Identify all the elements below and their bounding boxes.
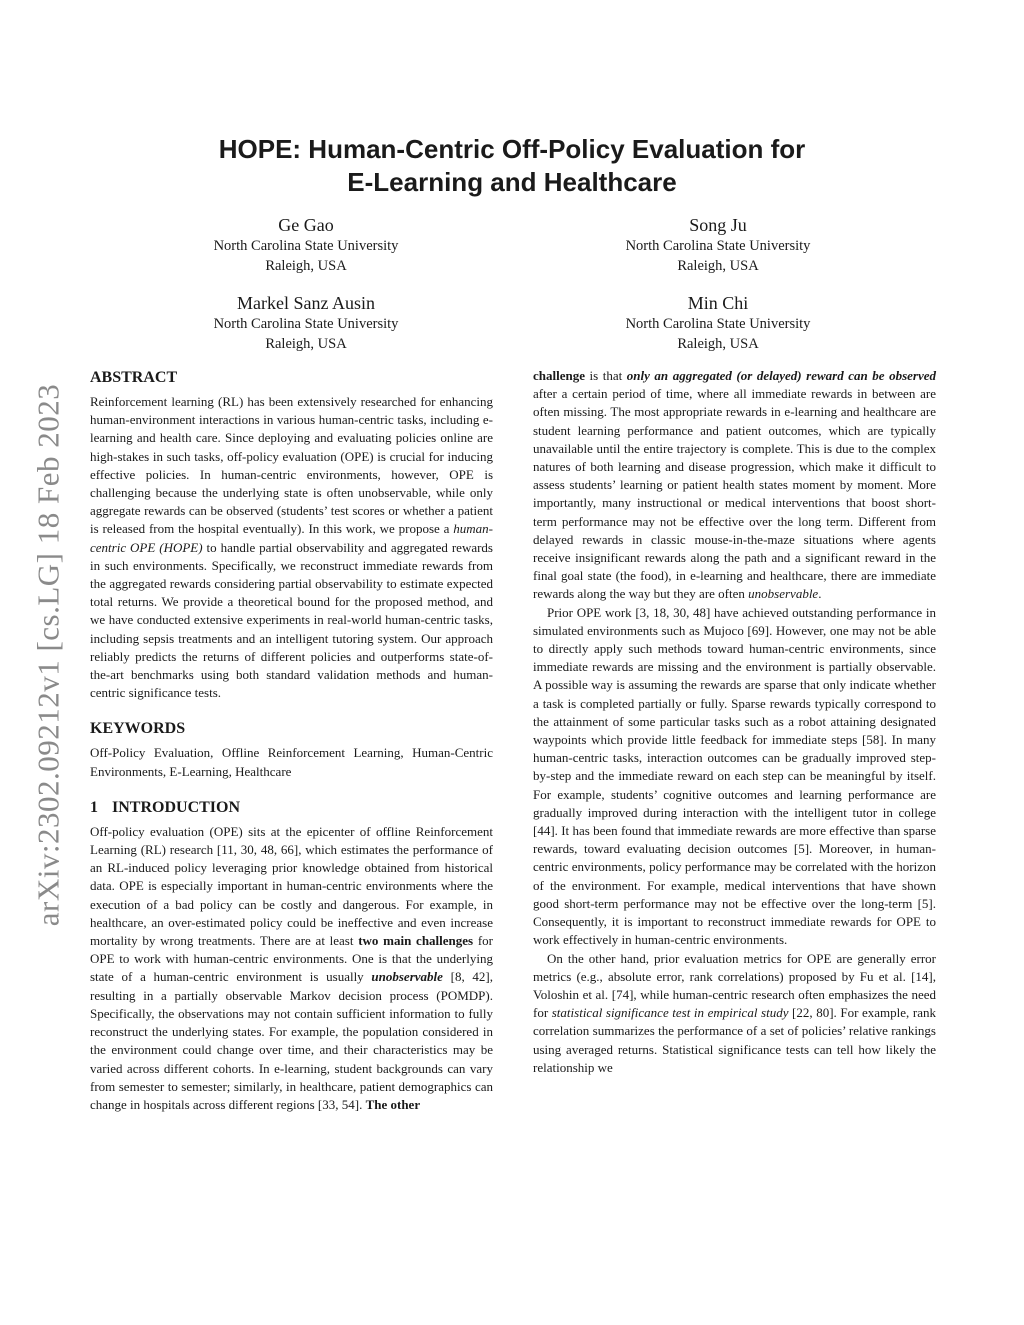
author-affiliation: North Carolina State University	[213, 316, 399, 332]
intro-paragraph-2: Prior OPE work [3, 18, 30, 48] have achieved outstanding performance in simulated environments such as Mujoco [69]. However, one may not be able to directly apply such methods toward human-centric environments, since immediate rewards are missing and the environment is partially observable. A possible way is assuming the rewards are sparse that only indicate whether a task is completed partially or fully. Sparse rewards typically correspond to the attainment of some particular tasks such as a robot attaining designated waypoints which provide little feedback for immediate steps [58]. In many human-centric tasks, interaction outcomes can be gradually improved step-by-step and the immediate reward on each step can be meaningful by itself. For example, students’ cognitive outcomes and learning performance are gradually improved during interaction with the intelligent tutor in college [44]. It has been found that immediate rewards are more effective than sparse rewards, toward evaluating decision outcomes [5]. Moreover, in human-centric environments, policy performance may be correlated with the horizon of the environment. For example, medical interventions that have shown good short-term performance may not be effective over the long-term [5]. Consequently, it is important to reconstruct immediate rewards for OPE to work effectively in human-centric environments.	[533, 604, 936, 948]
body-bold-italic: unobservable	[371, 969, 443, 985]
body-text: Off-policy evaluation (OPE) sits at the epicenter of offline Reinforcement Learning (RL) research [11, 30, 48, 66], which estimates the performance of an RL-induced policy leveraging prior knowledge obtained from historical data. OPE is especially important in human-centric environments where the execution of a bad policy can be costly and dangerous. For example, in healthcare, an over-estimated policy could be ineffective and even increase mortality by wrong treatments. There are at least	[90, 823, 493, 949]
keywords-heading: KEYWORDS	[90, 720, 186, 738]
section-number: 1	[90, 798, 98, 816]
abstract-heading: ABSTRACT	[90, 369, 178, 386]
body-text: [8, 42], resulting in a partially observable Markov decision process (POMDP). Specifically, the observations may not contain sufficient information to fully reconstruct the underlying states. For example, the population considered in the environment could change over time, and their characteristics may be varied across different cohorts. In e-learning, student backgrounds can vary from semester to semester; similarly, in healthcare, patient demographics can change in hospitals across different regions [33, 54].	[90, 969, 493, 1112]
intro-paragraph-3	[533, 950, 936, 1077]
body-italic: unobservable	[748, 586, 819, 602]
left-column	[90, 367, 493, 1114]
arxiv-identifier-stamp	[28, 355, 68, 955]
keywords-text: Off-Policy Evaluation, Offline Reinforcement Learning, Human-Centric Environments, E-Learning, Healthcare	[90, 745, 493, 779]
author-location: Raleigh, USA	[265, 258, 347, 274]
body-bold: The other	[365, 1096, 421, 1112]
intro-paragraph-1-continued	[533, 367, 936, 604]
section-title: INTRODUCTION	[112, 798, 241, 816]
title-line-1: HOPE: Human-Centric Off-Policy Evaluation for	[218, 134, 806, 164]
body-italic: statistical significance test in empirical study	[551, 1005, 789, 1021]
abstract-emphasis: human-centric OPE (HOPE)	[90, 521, 493, 555]
author-affiliation: North Carolina State University	[625, 238, 811, 254]
paper-title	[150, 133, 874, 199]
author-affiliation: North Carolina State University	[625, 316, 811, 332]
body-text: [22, 80]. For example, rank correlation summarizes the performance of a set of policies’ relative rankings using averaged returns. Statistical significance tests can tell how likely the relationship we	[533, 1005, 936, 1075]
author-block-1	[156, 214, 456, 276]
body-bold-italic: only an aggregated (or delayed) reward can be observed	[626, 368, 937, 383]
author-block-4	[568, 292, 868, 354]
author-name: Min Chi	[687, 293, 749, 313]
body-bold: two main challenges	[358, 933, 474, 949]
intro-paragraph-1	[90, 823, 493, 1114]
right-column	[533, 367, 936, 1077]
body-text: for OPE to work with human-centric environments. One is that the underlying state of a human-centric environment is usually	[90, 933, 493, 985]
arxiv-identifier-text: arXiv:2302.09212v1 [cs.LG] 18 Feb 2023	[30, 383, 65, 927]
author-location: Raleigh, USA	[677, 258, 759, 274]
abstract-text: to handle partial observability and aggregated rewards in such environments. Specifically, we reconstruct immediate rewards from the aggregated rewards considering partial observability to estimate expected total returns. We provide a theoretical bound for the proposed method, and we have conducted extensive experiments in real-world human-centric tasks, including sepsis treatments and an intelligent tutoring system. Our approach reliably predicts the returns of different policies and outperforms state-of-the-art benchmarks using both standard validation methods and human-centric significance tests.	[90, 539, 493, 701]
author-block-3	[156, 292, 456, 354]
body-text: after a certain period of time, where all immediate rewards in between are often missing. The most appropriate rewards in e-learning and healthcare are student learning performance and patient outcomes, which are typically unavailable until the entire trajectory is complete. This is due to the complex natures of both learning and disease progression, which make it difficult to assess students’ learning or patient health states moment by moment. More importantly, many instructional or medical interventions that boost short-term performance may not be effective over the long term. Different from delayed rewards in classic mouse-in-the-maze situations where agents receive insignificant rewards along the path and a significant reward in the final goal state (the food), in e-learning and healthcare, there are immediate rewards along the way but they are often	[533, 386, 936, 602]
author-affiliation: North Carolina State University	[213, 238, 399, 254]
author-block-2	[568, 214, 868, 276]
author-name: Ge Gao	[278, 215, 334, 235]
author-name: Markel Sanz Ausin	[237, 293, 375, 313]
author-location: Raleigh, USA	[265, 336, 347, 352]
body-bold: challenge	[533, 368, 585, 383]
body-text: .	[818, 586, 822, 602]
abstract-paragraph	[90, 393, 493, 702]
author-name: Song Ju	[689, 215, 747, 235]
body-text: On the other hand, prior evaluation metrics for OPE are generally error metrics (e.g., absolute error, rank correlations) proposed by Fu et al. [14], Voloshin et al. [74], while human-centric research often emphasizes the need for	[533, 950, 936, 1021]
body-text: is that	[585, 368, 627, 383]
introduction-heading	[90, 797, 493, 819]
title-line-2: E-Learning and Healthcare	[347, 167, 677, 197]
abstract-text: Reinforcement learning (RL) has been extensively researched for enhancing human-environment interactions in various human-centric tasks, including e-learning and health care. Since deploying and evaluating policies online are high-stakes in such tasks, off-policy evaluation (OPE) is crucial for inducing effective policies. In human-centric environments, however, OPE is challenging because the underlying state is often unobservable, while only aggregate rewards can be observed (students’ test scores or whether a patient is released from the hospital eventually). In this work, we propose a	[90, 394, 493, 537]
author-location: Raleigh, USA	[677, 336, 759, 352]
